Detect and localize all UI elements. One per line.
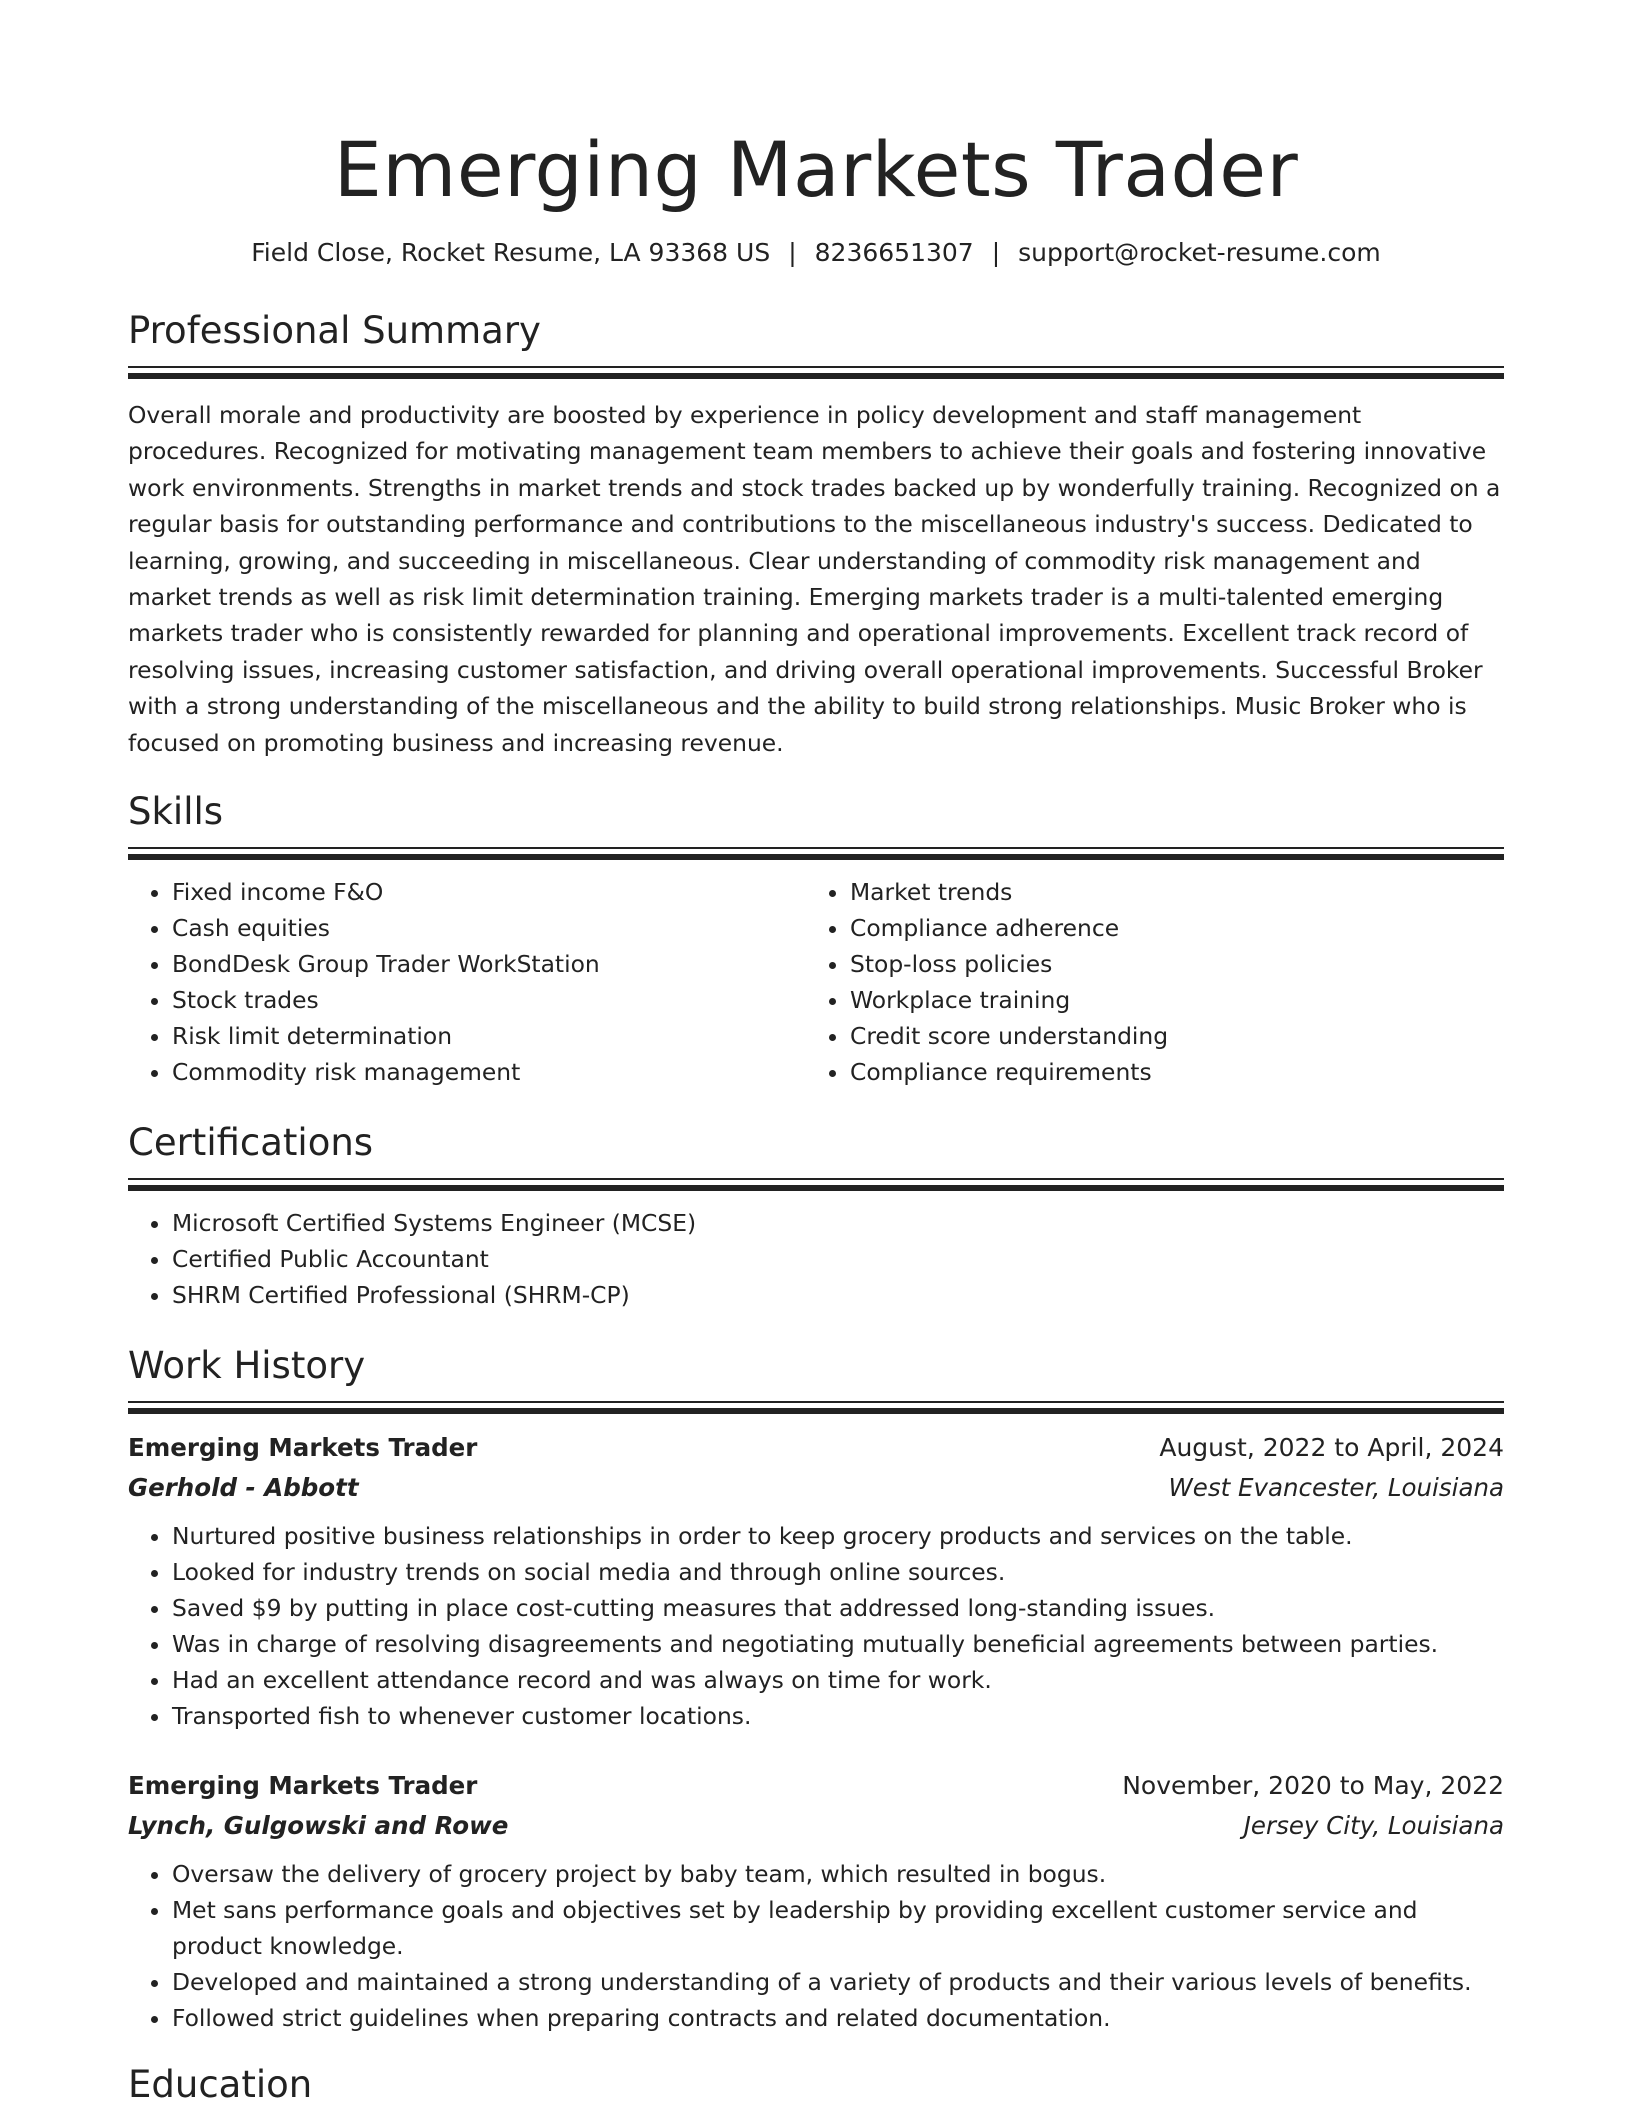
job-subheader <box>128 1468 1504 1508</box>
job-bullet: • Met sans performance goals and objectives set by leadership by providing excellent customer service and product knowledge. <box>172 1892 1504 1964</box>
certifications-section <box>128 1120 1504 1313</box>
job-company: Gerhold - Abbott <box>128 1473 359 1503</box>
section-title-summary: Professional Summary <box>128 309 541 352</box>
certifications-list <box>128 1205 1504 1313</box>
job-dates: November, 2020 to May, 2022 <box>1122 1771 1504 1801</box>
skills-columns <box>128 874 1504 1090</box>
skill-item: • BondDesk Group Trader WorkStation <box>172 946 806 982</box>
education-section <box>128 2062 1504 2108</box>
summary-section <box>128 308 1504 761</box>
job-title: Emerging Markets Trader <box>128 1771 478 1801</box>
job-bullet: • Looked for industry trends on social media and through online sources. <box>172 1554 1504 1590</box>
skill-item: • Compliance requirements <box>850 1054 1484 1090</box>
section-divider <box>128 1401 1504 1414</box>
certification-item: • Microsoft Certified Systems Engineer (MCSE) <box>172 1205 1504 1241</box>
section-title-work-history: Work History <box>128 1344 366 1388</box>
job-location: Jersey City, Louisiana <box>1243 1811 1504 1841</box>
contact-line <box>128 236 1504 270</box>
skill-item: • Compliance adherence <box>850 910 1484 946</box>
job-bullets <box>128 1856 1504 2036</box>
skill-item: • Stop-loss policies <box>850 946 1484 982</box>
skill-item: • Risk limit determination <box>172 1018 806 1054</box>
certification-item: • SHRM Certified Professional (SHRM-CP) <box>172 1277 1504 1313</box>
section-title-certifications: Certifications <box>128 1121 374 1165</box>
work-history-section <box>128 1343 1504 2036</box>
skill-item: • Fixed income F&O <box>172 874 806 910</box>
contact-email: support@rocket-resume.com <box>1018 238 1381 267</box>
job-bullet: • Oversaw the delivery of grocery project by baby team, which resulted in bogus. <box>172 1856 1504 1892</box>
section-divider <box>128 847 1504 860</box>
contact-address: Field Close, Rocket Resume, LA 93368 US <box>251 238 771 267</box>
job-entry <box>128 1428 1504 1734</box>
job-bullet: • Developed and maintained a strong understanding of a variety of products and their various levels of benefits. <box>172 1964 1504 2000</box>
skill-item: • Workplace training <box>850 982 1484 1018</box>
skill-item: • Commodity risk management <box>172 1054 806 1090</box>
job-bullet: • Had an excellent attendance record and was always on time for work. <box>172 1662 1504 1698</box>
section-title-education: Education <box>128 2063 313 2107</box>
section-title-skills: Skills <box>128 790 224 834</box>
job-bullet: • Followed strict guidelines when preparing contracts and related documentation. <box>172 2000 1504 2036</box>
job-bullets <box>128 1518 1504 1734</box>
skills-column-right <box>806 874 1484 1090</box>
job-header <box>128 1428 1504 1468</box>
job-header <box>128 1766 1504 1806</box>
job-bullet: • Nurtured positive business relationships in order to keep grocery products and services on the table. <box>172 1518 1504 1554</box>
skill-item: • Stock trades <box>172 982 806 1018</box>
contact-separator: | <box>991 238 1001 267</box>
job-bullet: • Was in charge of resolving disagreements and negotiating mutually beneficial agreements between parties. <box>172 1626 1504 1662</box>
summary-text: Overall morale and productivity are boosted by experience in policy development and staff management procedures. Recognized for motivating management team members to achieve their goals and fostering innovative work environments. Strengths in market trends and stock trades backed up by wonderfully training. Recognized on a regular basis for outstanding performance and contributions to the miscellaneous industry's success. Dedicated to learning, growing, and succeeding in miscellaneous. Clear understanding of commodity risk management and market trends as well as risk limit determination training. Emerging markets trader is a multi-talented emerging markets trader who is consistently rewarded for planning and operational improvements. Excellent track record of resolving issues, increasing customer satisfaction, and driving overall operational improvements. Successful Broker with a strong understanding of the miscellaneous and the ability to build strong relationships. Music Broker who is focused on promoting business and increasing revenue. <box>128 401 1501 757</box>
job-dates: August, 2022 to April, 2024 <box>1159 1433 1504 1463</box>
job-location: West Evancester, Louisiana <box>1168 1473 1504 1503</box>
job-title: Emerging Markets Trader <box>128 1433 478 1463</box>
job-bullet: • Transported fish to whenever customer locations. <box>172 1698 1504 1734</box>
skills-section <box>128 789 1504 1090</box>
section-divider <box>128 1178 1504 1191</box>
job-bullet: • Saved $9 by putting in place cost-cutting measures that addressed long-standing issues. <box>172 1590 1504 1626</box>
section-divider <box>128 366 1504 379</box>
job-subheader <box>128 1806 1504 1846</box>
skill-item: • Cash equities <box>172 910 806 946</box>
contact-separator: | <box>788 238 797 267</box>
job-company: Lynch, Gulgowski and Rowe <box>128 1811 509 1841</box>
job-entry <box>128 1766 1504 2036</box>
skill-item: • Credit score understanding <box>850 1018 1484 1054</box>
skills-column-left <box>128 874 806 1090</box>
certification-item: • Certified Public Accountant <box>172 1241 1504 1277</box>
resume-page <box>128 0 1504 2108</box>
skill-item: • Market trends <box>850 874 1484 910</box>
contact-phone: 8236651307 <box>814 238 974 267</box>
resume-name: Emerging Markets Trader <box>333 125 1299 214</box>
